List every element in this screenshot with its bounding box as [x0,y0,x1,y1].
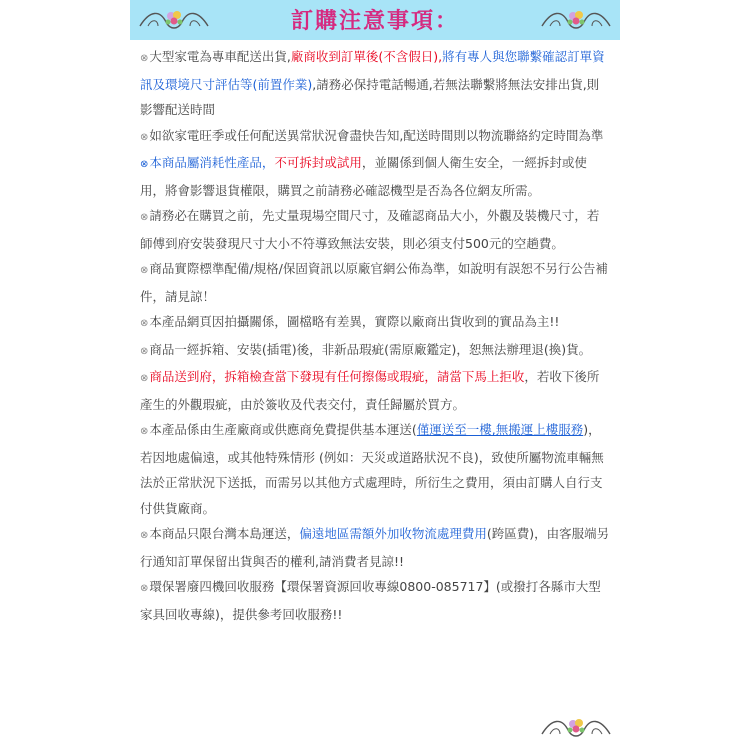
note-item: ⊗請務必在購買之前，先丈量現場空間尺寸，及確認商品大小，外觀及裝機尺寸，若師傅到府安裝發現尺寸大小不符導致無法安裝，則必須支付500元的空趟費。 [140,208,600,251]
bullet-icon: ⊗ [140,345,149,357]
note-item: ⊗本產品網頁因拍攝關係，圖檔略有差異，實際以廠商出貨收到的實品為主!! [140,314,560,329]
bullet-icon: ⊗ [140,53,149,64]
bullet-icon: ⊗ [140,373,149,384]
title-banner [130,0,620,40]
note-item: ⊗環保署廢四機回收服務【環保署資源回收專線0800-085717】(或撥打各縣市大型家具回收專線)，提供參考回收服務!! [140,579,601,622]
bullet-icon: ⊗ [140,530,149,541]
floral-ornament-icon [540,714,612,742]
note-item: ⊗本商品屬消耗性產品，不可拆封或試用，並關係到個人衛生安全，一經拆封或使用，將會影響退貨權限，購買之前請務必確認機型是否為各位網友所需。 [140,155,587,198]
note-item: ⊗商品一經拆箱、安裝(插電)後，非新品瑕疵(需原廠鑑定)，恕無法辦理退(換)貨。 [140,341,592,357]
bullet-icon: ⊗ [140,265,149,276]
note-item: ⊗大型家電為專車配送出貨,廠商收到訂單後(不含假日),將有專人與您聯繫確認訂單資訊及環境尺寸評估等(前置作業),請務必保持電話暢通,若無法聯繫將無法安排出貨,則影響配送時間 [140,49,605,117]
bullet-icon: ⊗ [140,131,149,143]
bullet-icon: ⊗ [140,318,149,329]
note-item: ⊗本產品係由生產廠商或供應商免費提供基本運送(僅運送至一樓,無搬運上樓服務)，若因地處偏遠，或其他特殊情形 (例如：天災或道路狀況不良)，致使所屬物流車輛無法於正常狀況下送抵，而需另以其他方式處理時，所衍生之費用，須由訂購人自行支付供貨廠商。 [140,422,604,516]
note-item: ⊗如欲家電旺季或任何配送異常狀況會盡快告知,配送時間則以物流聯絡約定時間為準 [140,127,604,143]
floral-ornament-icon [540,6,612,34]
bullet-icon: ⊗ [140,426,149,437]
note-item: ⊗商品送到府，拆箱檢查當下發現有任何擦傷或瑕疵，請當下馬上拒收，若收下後所產生的外觀瑕疵，由於簽收及代表交付，責任歸屬於買方。 [140,369,600,412]
page-title: 訂購注意事項： [290,9,459,34]
note-item: ⊗商品實際標準配備/規格/保固資訊以原廠官網公佈為準，如說明有誤恕不另行公告補件，請見諒！ [140,261,608,304]
bullet-icon: ⊗ [140,212,149,223]
notice-panel [130,0,620,750]
bullet-icon: ⊗ [140,583,149,594]
notes-list [140,44,610,627]
note-item: ⊗本商品只限台灣本島運送，偏遠地區需額外加收物流處理費用(跨區費)，由客服端另行通知訂單保留出貨與否的權利,請消費者見諒!! [140,526,610,569]
bullet-icon: ⊗ [140,159,149,170]
